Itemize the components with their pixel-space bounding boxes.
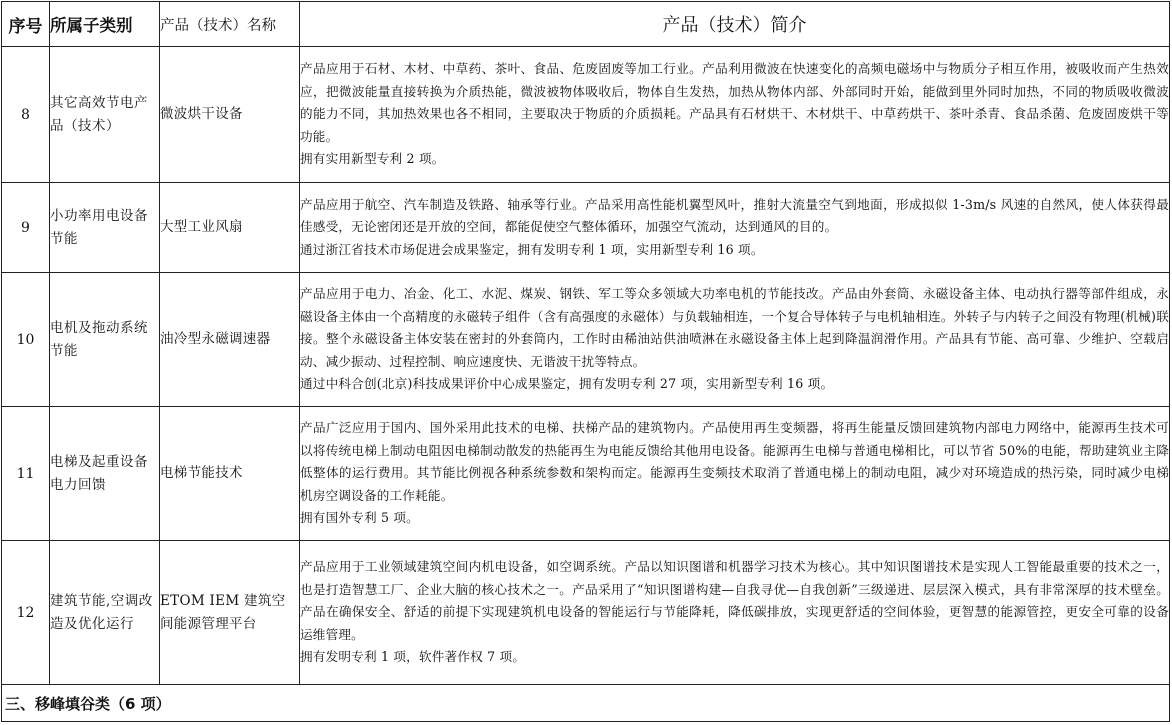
row-intro: 产品应用于电力、冶金、化工、水泥、煤炭、钢铁、军工等众多领域大功率电机的节能技改。产品由外套筒、永磁设备主体、电动执行器等部件组成，永磁设备主体由一个高精度的永磁转子组件（含有高强度的永磁体）与负载轴相连，一个复合导体转子与电机轴相连。外转子与内转子之间没有物理(机械)联接。整个永磁设备主体安装在密封的外套筒内，工作时由稀油站供油喷淋在永磁设备主体上起到降温润滑作用。产品具有节能、高可靠、少维护、空载启动、减少振动、过程控制、响应速度快、无谐波干扰等特点。 xyxy=(300,286,1169,369)
header-intro: 产品（技术）简介 xyxy=(300,2,1170,47)
header-name: 产品（技术）名称 xyxy=(160,2,300,47)
row-category: 电机及拖动系统节能 xyxy=(50,273,160,407)
row-intro-cell xyxy=(300,47,1170,183)
row-intro: 产品应用于航空、汽车制造及铁路、轴承等行业。产品采用高性能机翼型风叶，推射大流量空气到地面，形成拟似 1-3m/s 风速的自然风，使人体获得最佳感受，无论密闭还是开放的空间，都能促使空气整体循环，加强空气流动，达到通风的目的。 xyxy=(300,196,1169,235)
row-name: 电梯节能技术 xyxy=(160,407,300,541)
table-row xyxy=(2,183,1170,273)
row-intro-cell xyxy=(300,183,1170,273)
row-intro-cell xyxy=(300,407,1170,541)
row-category: 小功率用电设备节能 xyxy=(50,183,160,273)
row-name: 大型工业风扇 xyxy=(160,183,300,273)
row-patents: 通过浙江省技术市场促进会成果鉴定，拥有发明专利 1 项，实用新型专利 16 项。 xyxy=(300,241,764,257)
row-intro-cell xyxy=(300,541,1170,685)
table-row xyxy=(2,47,1170,183)
table-header-row xyxy=(2,2,1170,47)
row-name: ETOM IEM 建筑空间能源管理平台 xyxy=(160,541,300,685)
row-category: 建筑节能,空调改造及优化运行 xyxy=(50,541,160,685)
row-patents: 拥有国外专利 5 项。 xyxy=(300,510,419,526)
row-patents: 拥有发明专利 1 项，软件著作权 7 项。 xyxy=(300,649,526,665)
header-seq: 序号 xyxy=(2,2,50,47)
row-name: 微波烘干设备 xyxy=(160,47,300,183)
row-name: 油冷型永磁调速器 xyxy=(160,273,300,407)
section-row xyxy=(2,685,1170,722)
row-seq: 8 xyxy=(2,47,50,183)
row-intro: 产品应用于石材、木材、中草药、茶叶、食品、危废固废等加工行业。产品利用微波在快速变化的高频电磁场中与物质分子相互作用，被吸收而产生热效应，把微波能量直接转换为介质热能，微波被物体吸收后，物体自生发热，加热从物体内部、外部同时开始，能做到里外同时加热，不同的物质吸收微波的能力不同，其加热效果也各不相同，主要取决于物质的介质损耗。产品具有石材烘干、木材烘干、中草药烘干、茶叶杀青、食品杀菌、危废固废烘干等功能。 xyxy=(300,61,1169,144)
product-table xyxy=(1,1,1170,722)
row-seq: 9 xyxy=(2,183,50,273)
row-intro: 产品应用于工业领域建筑空间内机电设备，如空调系统。产品以知识图谱和机器学习技术为核心。其中知识图谱技术是实现人工智能最重要的技术之一，也是打造智慧工厂、企业大脑的核心技术之一。产品采用了“知识图谱构建—自我寻优—自我创新”三级递进、层层深入模式，具有非常深厚的技术壁垒。产品在确保安全、舒适的前提下实现建筑机电设备的智能运行与节能降耗，降低碳排放，实现更舒适的空间体验，更智慧的能源管控，更安全可靠的设备运维管理。 xyxy=(300,559,1169,642)
row-seq: 12 xyxy=(2,541,50,685)
row-seq: 10 xyxy=(2,273,50,407)
table-row xyxy=(2,407,1170,541)
row-intro-cell xyxy=(300,273,1170,407)
row-category: 其它高效节电产品（技术） xyxy=(50,47,160,183)
row-category: 电梯及起重设备电力回馈 xyxy=(50,407,160,541)
row-seq: 11 xyxy=(2,407,50,541)
row-patents: 通过中科合创(北京)科技成果评价中心成果鉴定，拥有发明专利 27 项，实用新型专利 16 项。 xyxy=(300,376,834,392)
row-intro: 产品广泛应用于国内、国外采用此技术的电梯、扶梯产品的建筑物内。产品使用再生变频器，将再生能量反馈回建筑物内部电力网络中，能源再生技术可以将传统电梯上制动电阻因电梯制动散发的热能再生为电能反馈给其他用电设备。能源再生电梯与普通电梯相比，可以节省 50%的电能，帮助建筑业主降低整体的运行费用。其节能比例视各种系统参数和架构而定。能源再生变频技术取消了普通电梯上的制动电阻，减少对环境造成的热污染，同时减少电梯机房空调设备的工作耗能。 xyxy=(300,420,1169,503)
row-patents: 拥有实用新型专利 2 项。 xyxy=(300,151,445,167)
section-heading: 三、移峰填谷类（6 项） xyxy=(2,685,1170,722)
table-row xyxy=(2,273,1170,407)
table-row xyxy=(2,541,1170,685)
header-category: 所属子类别 xyxy=(50,2,160,47)
